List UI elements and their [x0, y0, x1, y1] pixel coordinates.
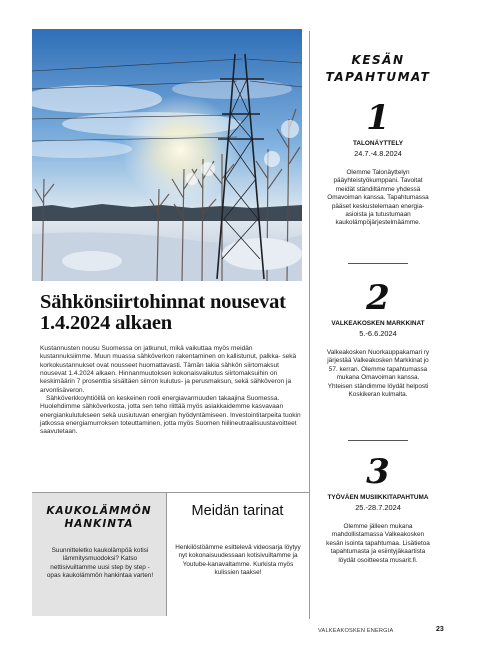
article-paragraph: Kustannusten nousu Suomessa on jatkunut, mikä vaikuttaa myös meidän kustannuksiimme. Muun muassa sähköverkon rakentaminen on kallistunut, palkka- sekä korkokustannukset ovat nousseet huomattavasti. Tämän takia sähkön siirtomaksut nousevat 1.4.2024 alkaen. Hinnanmuutoksen kokonaisvaikutus siirtomaksuihin on keskimäärin 7 prosenttia sisältäen siirron kulutus- ja perusmaksun, sekä sähköveron ja arvonlisäveron.: [40, 345, 297, 394]
event-date: 24.7.-4.8.2024: [354, 149, 402, 158]
event-date: 5.-6.6.2024: [359, 329, 397, 338]
district-heating-title: KAUKOLÄMMÖN HANKINTA: [46, 505, 152, 530]
event-date: 25.-28.7.2024: [355, 503, 401, 512]
event-item: [318, 280, 438, 399]
event-name: TYÖVÄEN MUSIIKKITAPAHTUMA: [327, 494, 429, 501]
article-headline: Sähkönsiirtohinnat nousevat 1.4.2024 alkaen: [40, 291, 286, 334]
article-paragraph: Sähköverkkoyhtiöillä on keskeinen rooli energiavarmuuden takaajina Suomessa. Huolehdimme sähköverkosta, jotta sen teho riittää myös asiakkaidemme kasvavaan energiankulutukseen sekä uusiutuvan energian hyödyntämiseen. Investointitarpeita tuokin jatkossa energiamurroksen toteuttaminen, jotta myös Suomen hiilineutraalisuustavoitteet saavutetaan.: [40, 395, 301, 436]
article-body: [40, 345, 302, 437]
winter-pylon-image: [32, 29, 302, 281]
event-item: [318, 454, 438, 565]
district-heating-text: Suunnitteletko kaukolämpöä kotisi lämmitysmuodoksi? Katso nettisivuiltamme uusi step by step -opas kaukolämmön hankintaa varten!: [46, 547, 154, 580]
event-separator: [348, 440, 408, 441]
hero-photo: [32, 29, 302, 281]
event-description: Valkeakosken Nuorkauppakamari ry järjestää Valkeakosken Markkinat jo 57. kerran. Olemme tapahtumassa mukana Omavoiman kanssa. Yhteisen ständimme löydät helposti Koskikeran kulmalta.: [326, 349, 430, 399]
column-divider: [309, 31, 310, 619]
box-divider: [166, 493, 167, 616]
district-heating-box: [32, 493, 166, 616]
event-number: 1: [366, 98, 390, 138]
event-description: Olemme jälleen mukana mahdollistamassa Valkeakosken kesän isointa tapahtumaa. Lisätietoa tapahtumasta ja esiintyjäkaartista löydät osoitteesta musarit.fi.: [326, 523, 430, 564]
event-name: TALONÄYTTELY: [352, 140, 404, 147]
event-separator: [348, 263, 408, 264]
event-item: [318, 100, 438, 228]
event-number: 3: [366, 452, 390, 492]
stories-title: Meidän tarinat: [191, 503, 284, 519]
event-number: 2: [366, 278, 390, 318]
event-name: VALKEAKOSKEN MARKKINAT: [331, 320, 425, 327]
event-description: Olemme Talonäyttelyn pääyhteistyökumppani. Tavoitat meidät ständiltämme yhdessä Omavoiman kanssa. Tapahtumassa pääset keskustelemaan energia-asioista ja tutustumaan kaukolämpöjärjestelmäämme.: [327, 169, 429, 227]
events-title: KESÄN TAPAHTUMAT: [325, 53, 431, 84]
page-number: 23: [436, 626, 444, 633]
stories-text: Henkilöstöämme esittelevä videosarja löytyy nyt kokonaisuudessaan kotisivuiltamme ja Youtube-kanavaltamme. Kurkista myös kulissien taakse!: [175, 544, 301, 577]
footer-label: VALKEAKOSKEN ENERGIA: [318, 628, 394, 634]
